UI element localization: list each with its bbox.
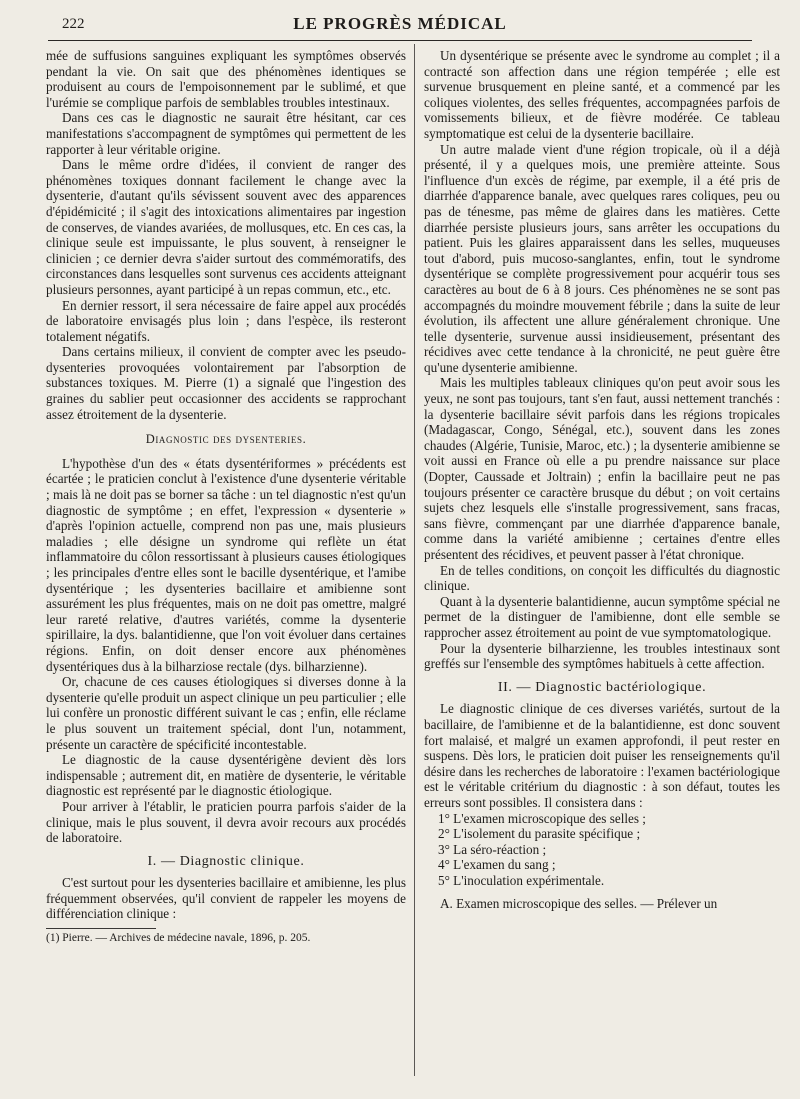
left-column bbox=[46, 48, 406, 1073]
paragraph: Dans ces cas le diagnostic ne saurait être hésitant, car ces manifestations s'accompagnent de symptômes qui permettent de les rapporter à leur véritable origine. bbox=[46, 110, 406, 157]
paragraph: A. Examen microscopique des selles. — Prélever un bbox=[440, 896, 718, 912]
paragraph: Un dysentérique se présente avec le syndrome au complet ; il a contracté son affection dans une région tempérée ; elle est survenue brusquement en pleine santé, et a commencé par les coliques violentes, des selles fréquentes, accompagnées parfois de vomissements bilieux, et de fièvre modérée. Ce tableau symptomatique est celui de la dysenterie bacillaire. bbox=[424, 48, 780, 141]
list-item: 1° L'examen microscopique des selles ; bbox=[438, 810, 646, 826]
list-item: 5° L'inoculation expérimentale. bbox=[438, 872, 605, 888]
paragraph: Un autre malade vient d'une région tropicale, où il a déjà présenté, il y a quelques mois, une première atteinte. Sous l'influence d'un excès de régime, par exemple, il a été pris de diarrhée d'apparence banale, avec quelques rares coliques, peu ou pas de ténesme, pas même de glaires dans les matières. Cette diarrhée persiste plusieurs jours, sans arrêter les occupations du patient. Puis les glaires apparaissent dans les selles, muqueuses tout d'abord, puis mucoso-sanglantes, enfin, tout le syndrome dysentérique se complète progressivement pour acquérir tous ses caractères au bout de 6 à 8 jours. Ces phénomènes ne se sont pas accompagnés du moindre mouvement fébrile ; dans la suite de leur évolution, ils affectent une allure généralement chronique. Une telle dysenterie, survenue aussi insidieusement, présentant des récidives avec cette tendance à la chronicité, ne peut guère être qu'une dysenterie amibienne. bbox=[424, 141, 780, 375]
paragraph: C'est surtout pour les dysenteries bacillaire et amibienne, les plus fréquemment observées, qu'il convient de rappeler les moyens de différenciation clinique : bbox=[46, 875, 406, 922]
list-item: 4° L'examen du sang ; bbox=[438, 857, 556, 873]
paragraph: Mais les multiples tableaux cliniques qu'on peut avoir sous les yeux, ne sont pas toujours, tant s'en faut, aussi nettement tranchés : la dysenterie bacillaire sévit parfois dans les régions tropicales (Madagascar, Congo, Sénégal, etc.), souvent dans les zones chaudes (Algérie, Tunisie, Maroc, etc.) ; la dysenterie amibienne se voit aussi en France où elle a pu prendre naissance sur place (Dopter, Caussade et Joltrain) ; enfin la bacillaire peut ne pas toujours présenter ce caractère brusque du début ; on voit certains sujets chez lesquels elle s'installe progressivement, sans fracas, sans fièvre, commençant par une diarrhée d'apparence banale, comme dans la variété amibienne ; certaines d'entre elles présentent des récidives, et peuvent passer à l'état chronique. bbox=[424, 375, 780, 562]
paragraph: Pour la dysenterie bilharzienne, les troubles intestinaux sont greffés sur l'ensemble des symptômes habituels à cette affection. bbox=[424, 640, 780, 672]
paragraph: Dans le même ordre d'idées, il convient de ranger des phénomènes toxiques donnant facilement le change avec la dysenterie, d'autant qu'ils sévissent souvent avec des apparences d'épidémicité ; il s'agit des intoxications alimentaires par ingestion de conserves, de viandes avariées, de mollusques, etc. En ces cas, la clinique seule est impuissante, le plus souvent, à renseigner le clinicien ; ce dernier devra s'aider surtout des commémoratifs, des circonstances dans lesquelles sont survenus ces accidents atteignant plusieurs personnes, ayant participé à un repas commun, etc., etc. bbox=[46, 157, 406, 297]
paragraph: Or, chacune de ces causes étiologiques si diverses donne à la dysenterie qu'elle produit un aspect clinique un peu particulier ; elle lui confère un pronostic différent suivant le cas ; enfin, elle réclame le plus souvent un traitement spécial, dont l'un, notamment, présente un caractère de spécificité incontestable. bbox=[46, 674, 406, 752]
right-column bbox=[424, 48, 780, 1073]
section-heading: II. — Diagnostic bactériologique. bbox=[497, 679, 707, 695]
footnote: (1) Pierre. — Archives de médecine navale, 1896, p. 205. bbox=[46, 932, 311, 945]
section-heading: Diagnostic des dysenteries. bbox=[145, 432, 307, 447]
paragraph: Dans certains milieux, il convient de compter avec les pseudo-dysenteries provoquées volontairement par l'absorption de substances toxiques. M. Pierre (1) a signalé que l'ingestion des graines du sablier peut occasionner des accidents se rapprochant assez étroitement de la dysenterie. bbox=[46, 344, 406, 422]
column-divider bbox=[414, 44, 415, 1076]
paragraph: Le diagnostic de la cause dysentérigène devient dès lors indispensable ; autrement dit, en matière de dysenterie, le véritable diagnostic est représenté par le diagnostic étiologique. bbox=[46, 752, 406, 799]
list-item: 3° La séro-réaction ; bbox=[438, 841, 547, 857]
page-number: 222 bbox=[62, 16, 85, 32]
journal-title: LE PROGRÈS MÉDICAL bbox=[293, 14, 507, 33]
footnote-rule bbox=[46, 928, 156, 929]
paragraph: Pour arriver à l'établir, le praticien pourra parfois s'aider de la clinique, mais le plus souvent, il devra avoir recours aux procédés de laboratoire. bbox=[46, 798, 406, 846]
paragraph: Quant à la dysenterie balantidienne, aucun symptôme spécial ne permet de la distinguer de l'amibienne, dont elle semble se rapprocher assez étroitement au point de vue symptomatologique. bbox=[424, 593, 780, 640]
paragraph: L'hypothèse d'un des « états dysentériformes » précédents est écartée ; le praticien conclut à l'existence d'une dysenterie véritable ; mais là ne doit pas se borner sa tâche : un tel diagnostic n'est qu'un diagnostic de symptôme ; en effet, l'expression « dysenterie » d'après l'opinion actuelle, comprend non pas une, mais plusieurs maladies ; elle désigne un syndrome qui reflète un état inflammatoire du côlon ressortissant à plusieurs causes étiologiques ; les principales d'entre elles sont le bacille dysentérique, et l'amibe dysentérique ; les dysenteries bacillaire et amibienne sont assurément les plus fréquentes, mais on ne doit pas omettre, malgré leur rareté relative, d'autres variétés, comme la dysenterie spirillaire, la dys. balantidienne, que l'on voit évoluer dans certaines régions. Enfin, on doit denser encore aux phénomènes dysentériques dus à la bilharziose rectale (dys. bilharzienne). bbox=[46, 455, 406, 674]
paragraph: En de telles conditions, on conçoit les difficultés du diagnostic clinique. bbox=[424, 562, 780, 594]
paragraph: Le diagnostic clinique de ces diverses variétés, surtout de la bacillaire, de l'amibienne et de la balantidienne, est donc souvent fort malaisé, et malgré un examen approfondi, il peut rester en suspens. Dès lors, le praticien doit puiser les renseignements qu'il désire dans les recherches de laboratoire : l'examen bactériologique est le véritable critérium du diagnostic : à son défaut, toutes les erreurs sont possibles. Il consistera dans : bbox=[424, 701, 780, 810]
paragraph: mée de suffusions sanguines expliquant les symptômes observés pendant la vie. On sait que des phénomènes identiques se produisent au cours de l'empoisonnement par le sublimé, et que l'urémie se complique parfois de semblables troubles intestinaux. bbox=[46, 48, 406, 110]
section-heading: I. — Diagnostic clinique. bbox=[147, 853, 305, 869]
list-item: 2° L'isolement du parasite spécifique ; bbox=[438, 826, 641, 842]
page-header bbox=[48, 10, 752, 41]
paragraph: En dernier ressort, il sera nécessaire de faire appel aux procédés de laboratoire envisagés plus loin ; dans l'espèce, ils resteront totalement négatifs. bbox=[46, 297, 406, 344]
